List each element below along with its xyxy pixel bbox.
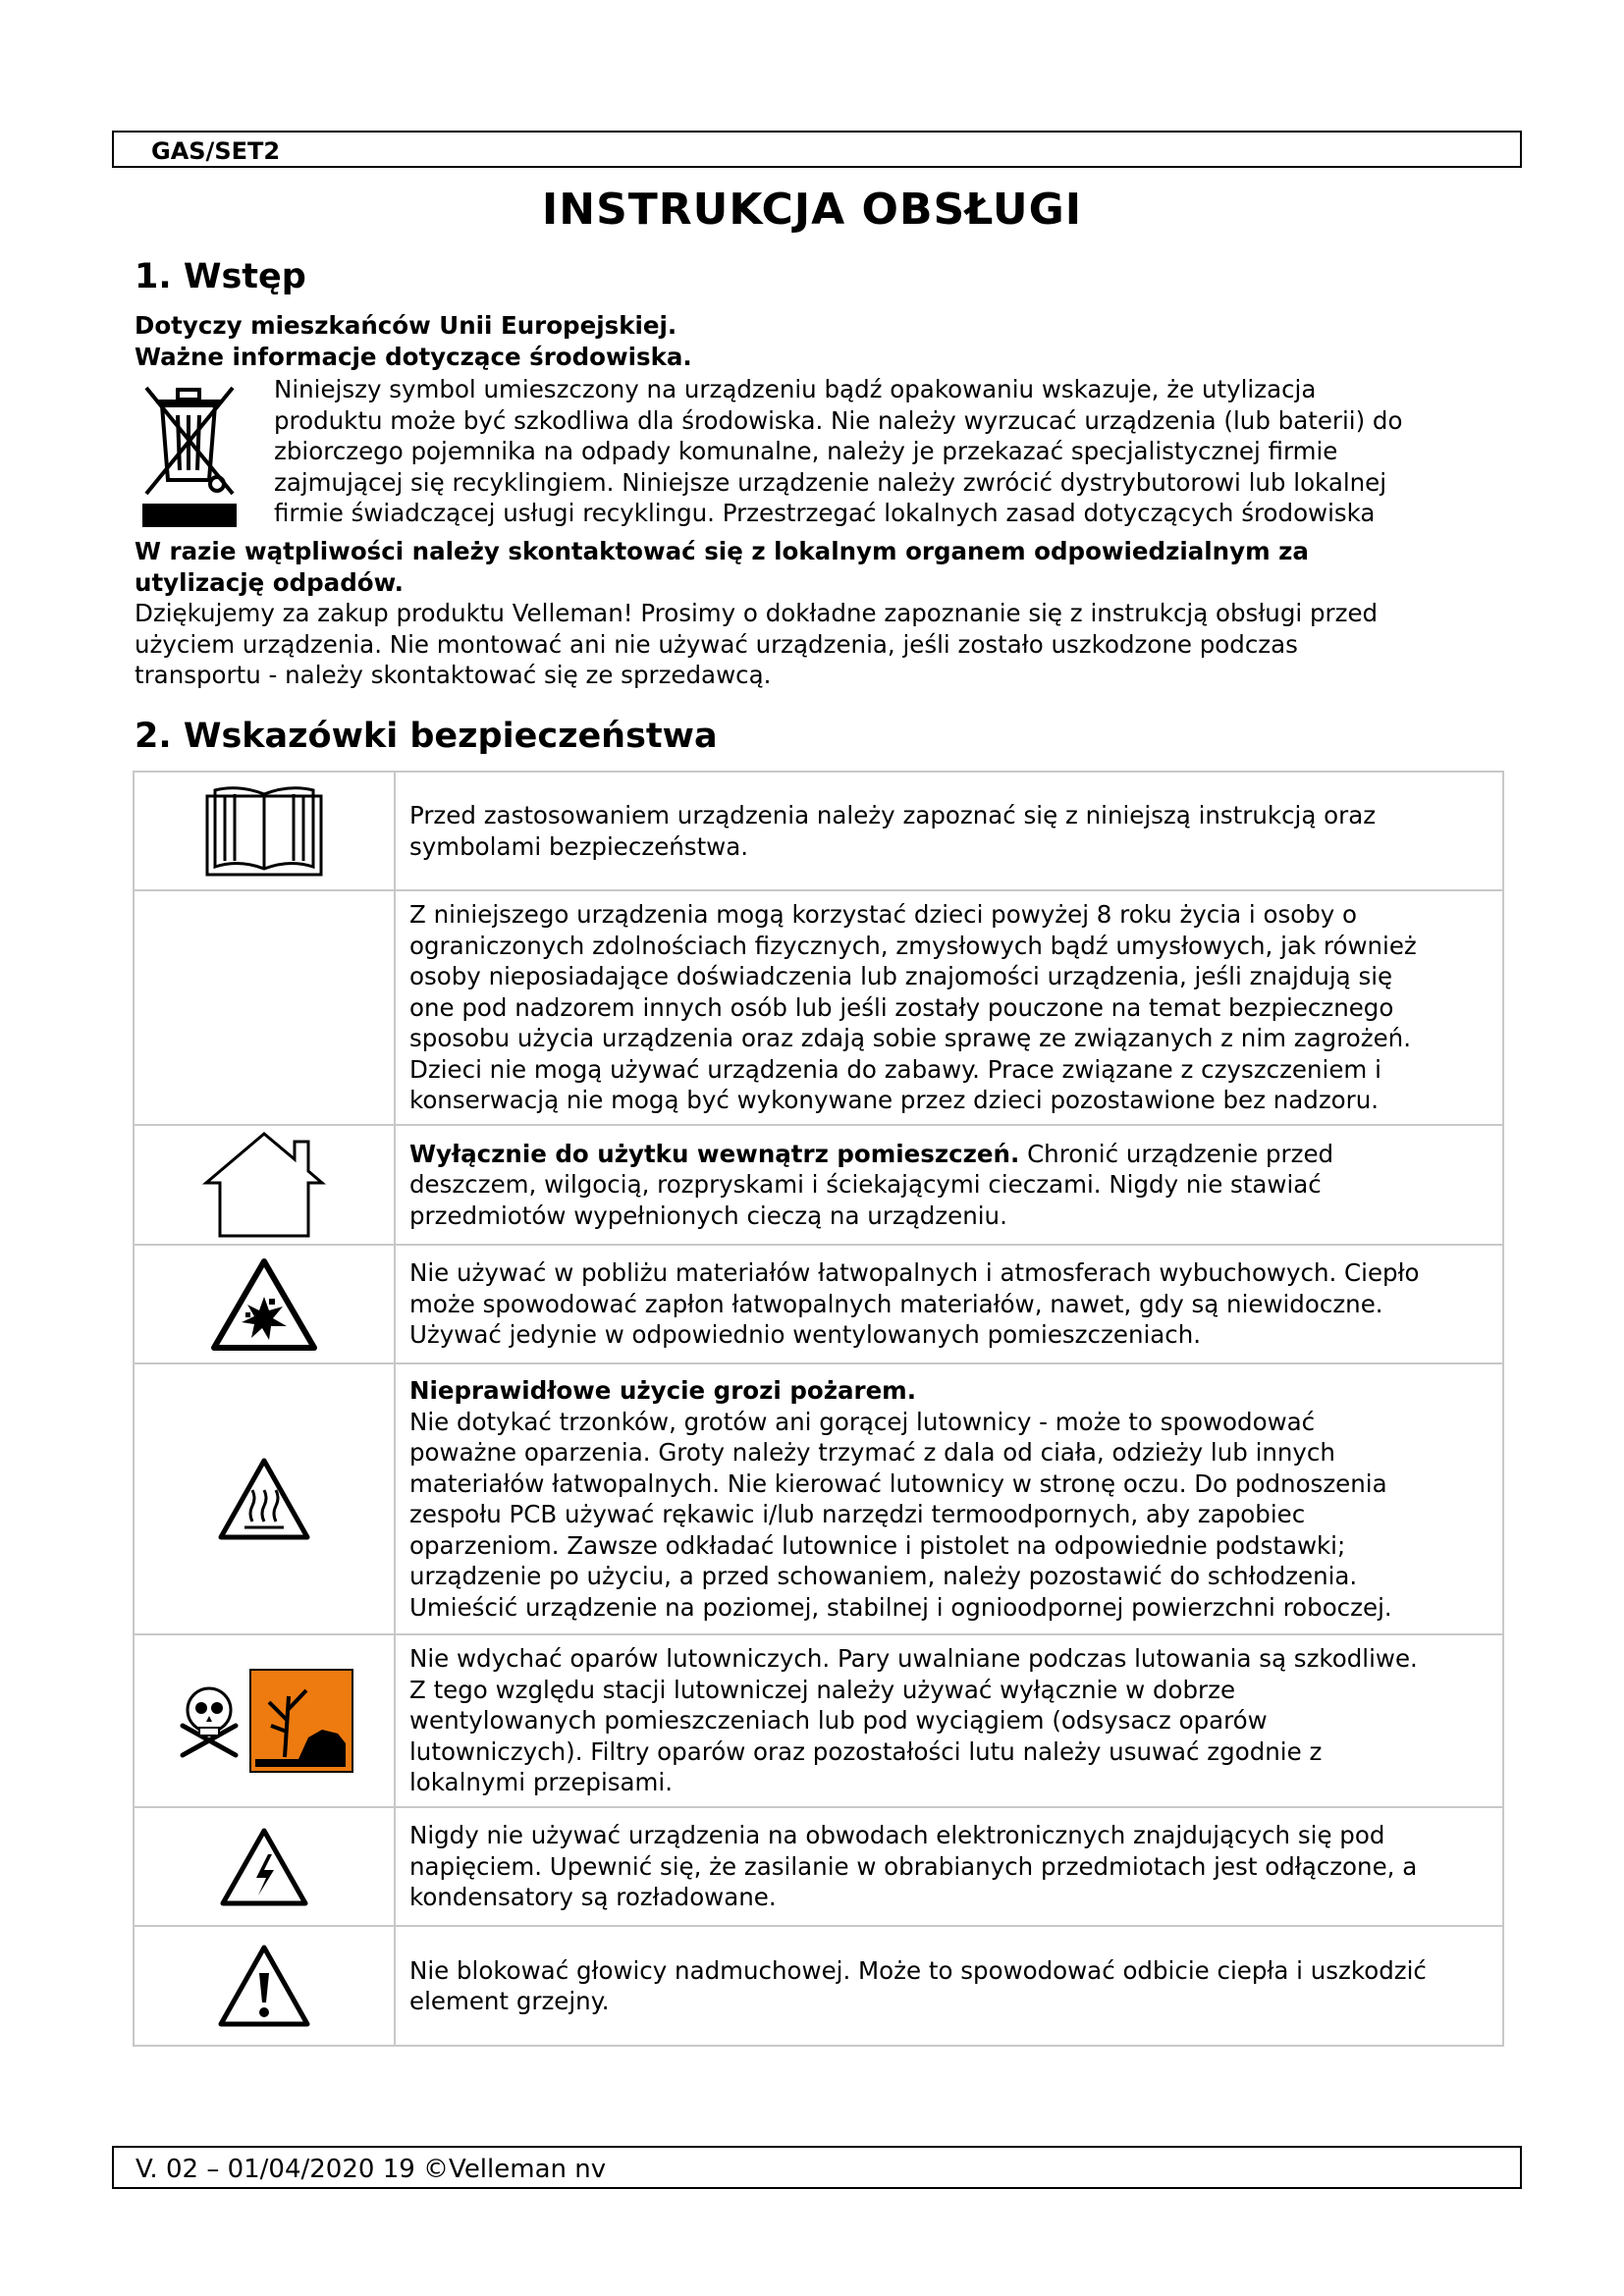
weee-block (135, 374, 1489, 536)
table-row (134, 1125, 1503, 1245)
safety-text (395, 1363, 1503, 1634)
footer-text: V. 02 – 01/04/2020 19 ©Velleman nv (135, 2155, 607, 2184)
icon-cell (134, 772, 395, 890)
thanks-line: Dziękujemy za zakup produktu Velleman! Prosimy o dokładne zapoznanie się z instrukcją obsługi przed (135, 599, 1379, 627)
table-row (134, 1245, 1503, 1363)
safety-line: oparzeniom. Zawsze odkładać lutownice i pistolet na odpowiednie podstawki; (409, 1530, 1346, 1560)
safety-line: przedmiotów wypełnionych cieczą na urządzeniu. (409, 1201, 1007, 1230)
icon-cell (134, 1807, 395, 1926)
page-title: INSTRUKCJA OBSŁUGI (541, 185, 1083, 235)
section-heading-intro: 1. Wstęp (135, 257, 306, 296)
icon-cell (134, 1926, 395, 2046)
safety-line: poważne oparzenia. Groty należy trzymać z dala od ciała, odzieży lub innych (409, 1438, 1335, 1467)
intro-block (135, 310, 1489, 691)
safety-line: osoby nieposiadające doświadczenia lub znajomości urządzenia, jeśli znajdują się (409, 962, 1393, 991)
safety-line: konserwacją nie mogą być wykonywane przez dzieci pozostawione bez nadzoru. (409, 1086, 1380, 1115)
safety-line: lokalnymi przepisami. (409, 1768, 674, 1797)
icon-cell (134, 1245, 395, 1363)
safety-line: Nie dotykać trzonków, grotów ani gorącej lutownicy - może to spowodować (409, 1407, 1316, 1436)
safety-line: wentylowanych pomieszczeniach lub pod wyciągiem (odsysacz oparów (409, 1706, 1268, 1735)
env-notice: Ważne informacje dotyczące środowiska. (135, 342, 692, 371)
safety-line: może spowodować zapłon łatwopalnych materiałów, nawet, gdy są niewidoczne. (409, 1289, 1383, 1318)
doubt-line: W razie wątpliwości należy skontaktować się z lokalnym organem odpowiedzialnym za (135, 537, 1309, 565)
weee-line: produktu może być szkodliwa dla środowiska. Nie należy wyrzucać urządzenia (lub baterii) do (274, 405, 1403, 435)
footer-box (112, 2146, 1522, 2189)
weee-line: Niniejszy symbol umieszczony na urządzeniu bądź opakowaniu wskazuje, że utylizacja (274, 375, 1317, 403)
safety-line: urządzenie po użyciu, a przed schowaniem, należy pozostawić do schłodzenia. (409, 1562, 1358, 1590)
general-warning-icon (217, 1944, 311, 2028)
safety-text (395, 1926, 1503, 2046)
safety-line: deszczem, wilgocią, rozpryskami i ściekającymi cieczami. Nigdy nie stawiać (409, 1170, 1322, 1200)
safety-line: ograniczonych zdolnościach fizycznych, zmysłowych bądź umysłowych, jak również (409, 931, 1417, 960)
section-heading-safety: 2. Wskazówki bezpieczeństwa (135, 717, 718, 756)
weee-line: zajmującej się recyklingiem. Niniejsze urządzenie należy zwrócić dystrybutorowi lub lokalnej (274, 467, 1387, 497)
doubt-line: utylizację odpadów. (135, 567, 404, 597)
safety-line: symbolami bezpieczeństwa. (409, 831, 749, 861)
safety-line: Nie używać w pobliżu materiałów łatwopalnych i atmosferach wybuchowych. Ciepło (409, 1258, 1420, 1288)
safety-line: kondensatory są rozładowane. (409, 1883, 777, 1912)
table-row (134, 772, 1503, 890)
safety-line: Przed zastosowaniem urządzenia należy zapoznać się z niniejszą instrukcją oraz (409, 801, 1377, 829)
safety-line (409, 1139, 1489, 1170)
safety-line: Nie wdychać oparów lutowniczych. Pary uwalniane podczas lutowania są szkodliwe. (409, 1644, 1418, 1674)
safety-line: sposobu użycia urządzenia oraz zdają sobie sprawę ze związanych z nim zagrożeń. (409, 1024, 1411, 1053)
electric-shock-warning-icon (219, 1827, 309, 1907)
table-row (134, 1926, 1503, 2046)
product-code: GAS/SET2 (151, 137, 281, 165)
safety-bold: Nieprawidłowe użycie grozi pożarem. (409, 1376, 917, 1405)
safety-line: Nie blokować głowicy nadmuchowej. Może to spowodować odbicie ciepła i uszkodzić (409, 1955, 1427, 1985)
icon-cell-empty (134, 890, 395, 1125)
safety-line: Umieścić urządzenie na poziomej, stabilnej i ognioodpornej powierzchni roboczej. (409, 1592, 1392, 1622)
safety-text (395, 772, 1503, 890)
icon-cell (134, 1634, 395, 1807)
safety-text (395, 1245, 1503, 1363)
manual-book-icon (203, 784, 325, 879)
crossed-bin-icon (135, 376, 243, 531)
safety-text (395, 1807, 1503, 1926)
safety-line: element grzejny. (409, 1987, 610, 2015)
safety-text (395, 890, 1503, 1125)
eu-notice: Dotyczy mieszkańców Unii Europejskiej. (135, 311, 677, 340)
hot-surface-warning-icon (217, 1457, 311, 1541)
safety-line: Z niniejszego urządzenia mogą korzystać dzieci powyżej 8 roku życia i osoby o (409, 900, 1358, 930)
safety-line: Z tego względu stacji lutowniczej należy używać wyłącznie w dobrze (409, 1675, 1236, 1704)
icon-cell (134, 1363, 395, 1634)
table-row (134, 890, 1503, 1125)
safety-line: zespołu PCB używać rękawic i/lub narzędzi termoodpornych, aby zapobiec (409, 1500, 1306, 1528)
house-icon (200, 1130, 328, 1240)
safety-line: Używać jedynie w odpowiednio wentylowanych pomieszczeniach. (409, 1320, 1202, 1350)
weee-line: zbiorczego pojemnika na odpady komunalne, należy je przekazać specjalistycznej firmie (274, 437, 1338, 465)
icon-cell (134, 1125, 395, 1245)
safety-inline: Chronić urządzenie przed (1019, 1139, 1334, 1168)
header-box (112, 131, 1522, 168)
skull-crossbones-icon (175, 1682, 244, 1759)
table-row (134, 1807, 1503, 1926)
explosion-warning-icon (210, 1257, 318, 1352)
safety-text (395, 1634, 1503, 1807)
weee-line: firmie świadczącej usługi recyklingu. Przestrzegać lokalnych zasad dotyczących środowiska (274, 499, 1376, 527)
thanks-line: użyciem urządzenia. Nie montować ani nie używać urządzenia, jeśli zostało uszkodzone podczas (135, 629, 1298, 659)
environment-hazard-icon (249, 1669, 353, 1773)
safety-table (133, 771, 1504, 2047)
safety-line: lutowniczych). Filtry oparów oraz pozostałości lutu należy usuwać zgodnie z (409, 1736, 1323, 1766)
weee-text (274, 374, 1501, 529)
table-row (134, 1363, 1503, 1634)
safety-line: Dzieci nie mogą używać urządzenia do zabawy. Prace związane z czyszczeniem i (409, 1054, 1381, 1084)
table-row (134, 1634, 1503, 1807)
safety-line: materiałów łatwopalnych. Nie kierować lutownicy w stronę oczu. Do podnoszenia (409, 1468, 1387, 1498)
safety-line: one pod nadzorem innych osób lub jeśli zostały pouczone na temat bezpiecznego (409, 992, 1394, 1022)
safety-text (395, 1125, 1503, 1245)
thanks-line: transportu - należy skontaktować się ze sprzedawcą. (135, 661, 772, 689)
safety-line: Nigdy nie używać urządzenia na obwodach elektronicznych znajdujących się pod (409, 1821, 1385, 1850)
safety-line: napięciem. Upewnić się, że zasilanie w obrabianych przedmiotach jest odłączone, a (409, 1851, 1418, 1881)
safety-bold: Wyłącznie do użytku wewnątrz pomieszczeń. (409, 1139, 1020, 1168)
